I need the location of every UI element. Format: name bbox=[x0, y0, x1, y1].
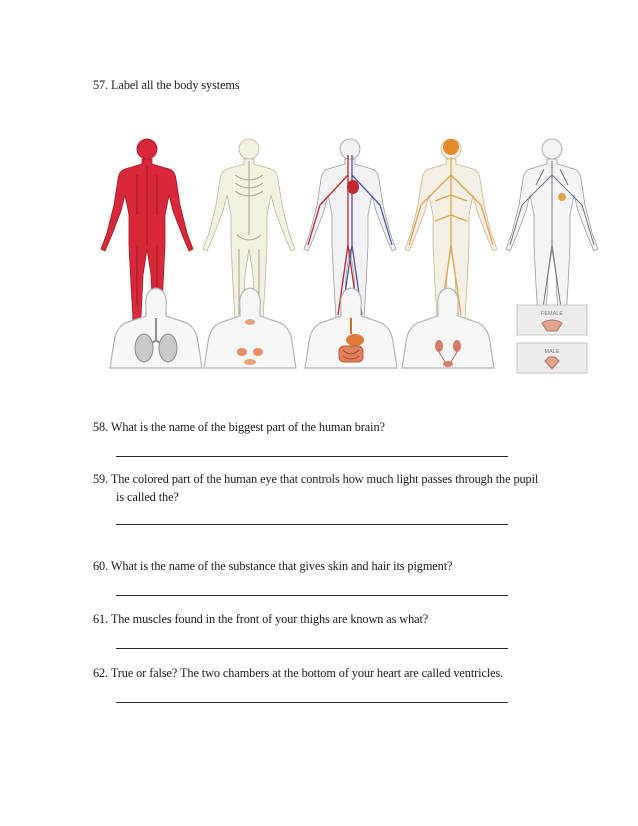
male-label: MALE bbox=[544, 349, 560, 355]
answer-line-60[interactable] bbox=[116, 595, 508, 596]
urinary-system-torso bbox=[402, 288, 494, 368]
reproductive-system-panels bbox=[517, 305, 587, 373]
question-61: 61. The muscles found in the front of your thighs are known as what? bbox=[93, 612, 429, 626]
answer-line-62[interactable] bbox=[116, 702, 508, 703]
body-systems-bottom-row bbox=[0, 0, 638, 380]
endocrine-system-torso bbox=[204, 288, 296, 368]
answer-line-58[interactable] bbox=[116, 456, 508, 457]
female-label: FEMALE bbox=[540, 311, 564, 317]
question-59-line1: 59. The colored part of the human eye that controls how much light passes through the pupil bbox=[93, 472, 539, 486]
question-58: 58. What is the name of the biggest part of the human brain? bbox=[93, 420, 385, 434]
question-60: 60. What is the name of the substance that gives skin and hair its pigment? bbox=[93, 559, 453, 573]
digestive-system-torso bbox=[305, 288, 397, 368]
question-57: 57. Label all the body systems bbox=[93, 78, 240, 92]
answer-line-59[interactable] bbox=[116, 524, 508, 525]
question-59-line2: is called the? bbox=[116, 490, 179, 504]
answer-line-61[interactable] bbox=[116, 648, 508, 649]
question-62: 62. True or false? The two chambers at the bottom of your heart are called ventricles. bbox=[93, 666, 504, 680]
respiratory-system-torso bbox=[110, 288, 202, 368]
